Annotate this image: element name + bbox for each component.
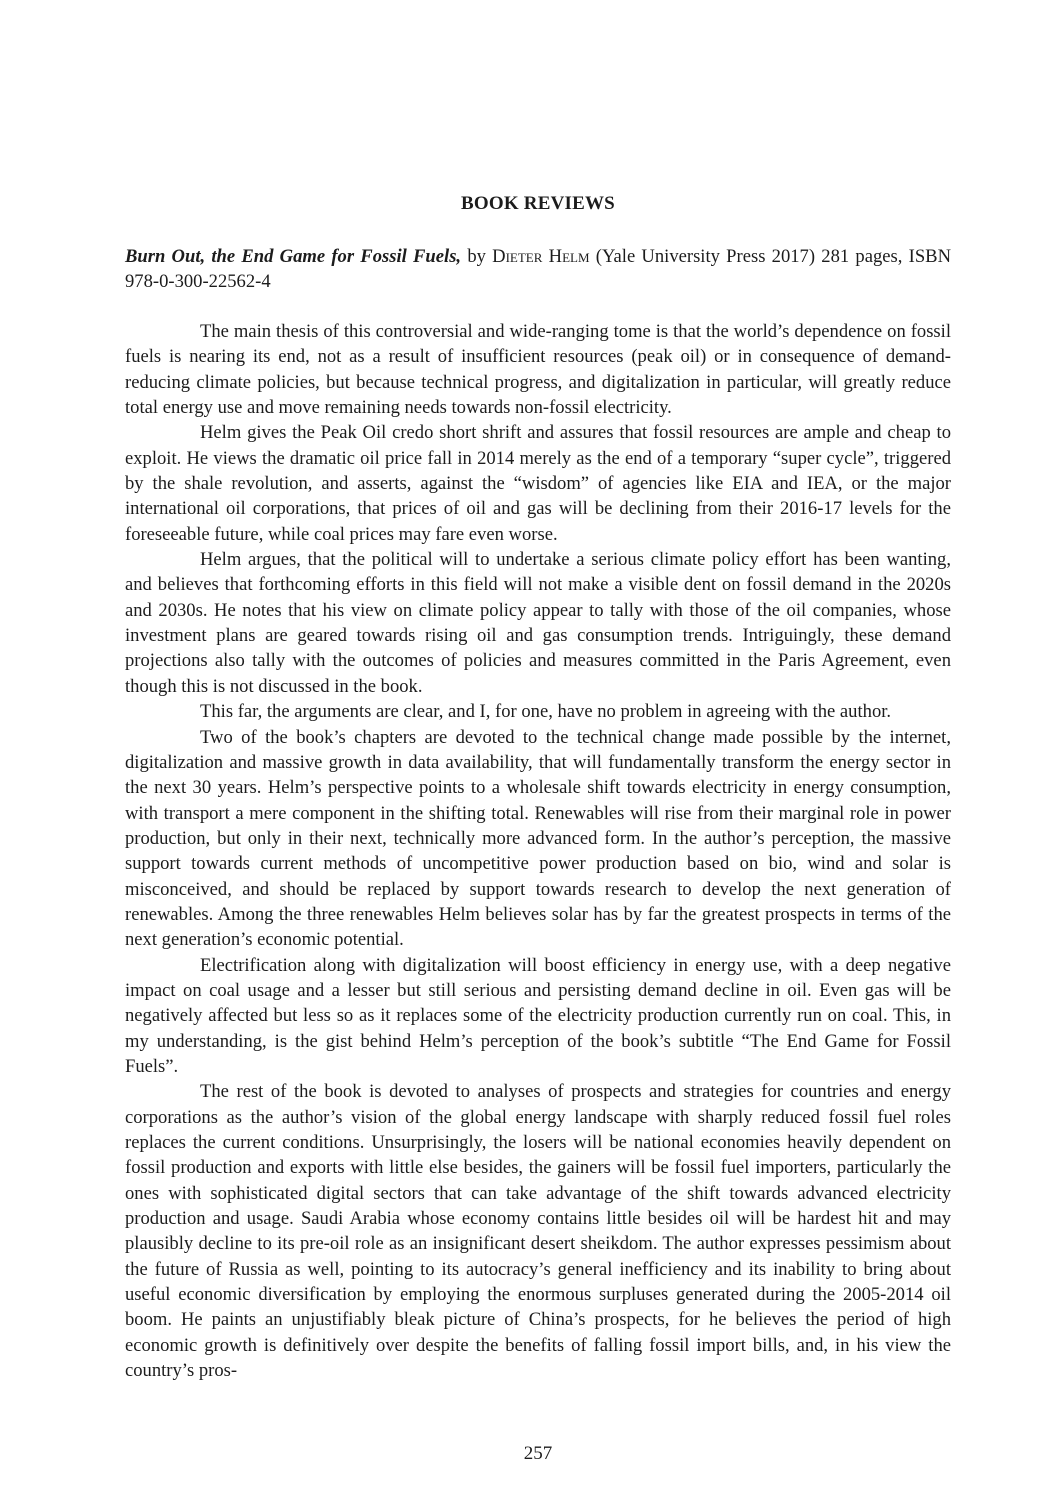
paragraph: Helm argues, that the political will to undertake a serious climate policy effort has been wanting, and believes that forthcoming efforts in this field will not make a visible dent on fossil demand in the 2020s and 2030s. He notes that his view on climate policy appear to tally with those of the oil companies, whose investment plans are geared towards rising oil and gas consumption trends. Intriguingly, these demand projections also tally with the outcomes of policies and measures committed in the Paris Agreement, even though this is not discussed in the book. xyxy=(125,549,951,697)
paragraph: Two of the book’s chapters are devoted to the technical change made possible by the internet, digitalization and massive growth in data availability, that will fundamentally transform the energy sector in the next 30 years. Helm’s perspective points to a wholesale shift towards electricity in energy consumption, with transport a mere component in the shifting total. Renewables will rise from their marginal role in power production, but only in their next, technically more advanced form. In the author’s perception, the massive support towards current methods of uncompetitive power production based on bio, wind and solar is misconceived, and should be replaced by support towards research to develop the next generation of renewables. Among the three renewables Helm believes solar has by far the greatest prospects in terms of the next generation’s economic potential. xyxy=(125,726,951,951)
citation-by: by xyxy=(461,246,493,267)
paragraph: The rest of the book is devoted to analyses of prospects and strategies for countries and energy corporations as the author’s vision of the global energy landscape with sharply reduced fossil fuel roles replaces the current conditions. Unsurprisingly, the losers will be national economies heavily dependent on fossil production and exports with little else besides, the gainers will be fossil fuel importers, particularly the ones with sophisticated digital sectors that can take advantage of the shift towards advanced electricity production and usage. Saudi Arabia whose economy contains little besides oil will be hardest hit and may plausibly decline to its pre-oil role as an insignificant desert sheikdom. The author expresses pessimism about the future of Russia as well, pointing to its autocracy’s general inefficiency and its inability to bring about useful economic diversification by employing the enormous surpluses generated during the 2005-2014 oil boom. He paints an unjustifiably bleak picture of China’s prospects, for he believes the period of high economic growth is definitively over despite the benefits of falling fossil import bills, and, in his view the country’s pros- xyxy=(125,1081,951,1382)
paragraph: The main thesis of this controversial and wide-ranging tome is that the world’s dependence on fossil fuels is nearing its end, not as a result of insufficient resources (peak oil) or in consequence of demand-reducing climate policies, but because technical progress, and digitalization in particular, will greatly reduce total energy use and move remaining needs towards non-fossil electricity. xyxy=(125,321,951,419)
paragraph: Helm gives the Peak Oil credo short shrift and assures that fossil resources are ample and cheap to exploit. He views the dramatic oil price fall in 2014 merely as the end of a temporary “super cycle”, triggered by the shale revolution, and asserts, against the “wisdom” of agencies like EIA and IEA, or the major international oil corporations, that prices of oil and gas will be declining from their 2016-17 levels for the foreseeable future, while coal prices may fare even worse. xyxy=(125,422,951,545)
document-page xyxy=(125,0,951,1500)
citation-details: (Yale University Press 2017) 281 pages, ISBN 978-0-300-22562-4 xyxy=(125,246,951,293)
paragraph: Electrification along with digitalization will boost efficiency in energy use, with a deep negative impact on coal usage and a lesser but still serious and persisting demand decline in oil. Even gas will be negatively affected but less so as it replaces some of the electricity production currently run on coal. This, in my understanding, is the gist behind Helm’s perception of the book’s subtitle “The End Game for Fossil Fuels”. xyxy=(125,954,951,1077)
book-author: Dieter Helm xyxy=(492,246,590,267)
review-body xyxy=(125,319,951,1383)
page-number: 257 xyxy=(523,1443,553,1464)
section-title: BOOK REVIEWS xyxy=(461,193,615,214)
book-citation xyxy=(125,244,951,295)
book-title: Burn Out, the End Game for Fossil Fuels, xyxy=(125,246,462,267)
paragraph: This far, the arguments are clear, and I, for one, have no problem in agreeing with the author. xyxy=(200,701,892,723)
